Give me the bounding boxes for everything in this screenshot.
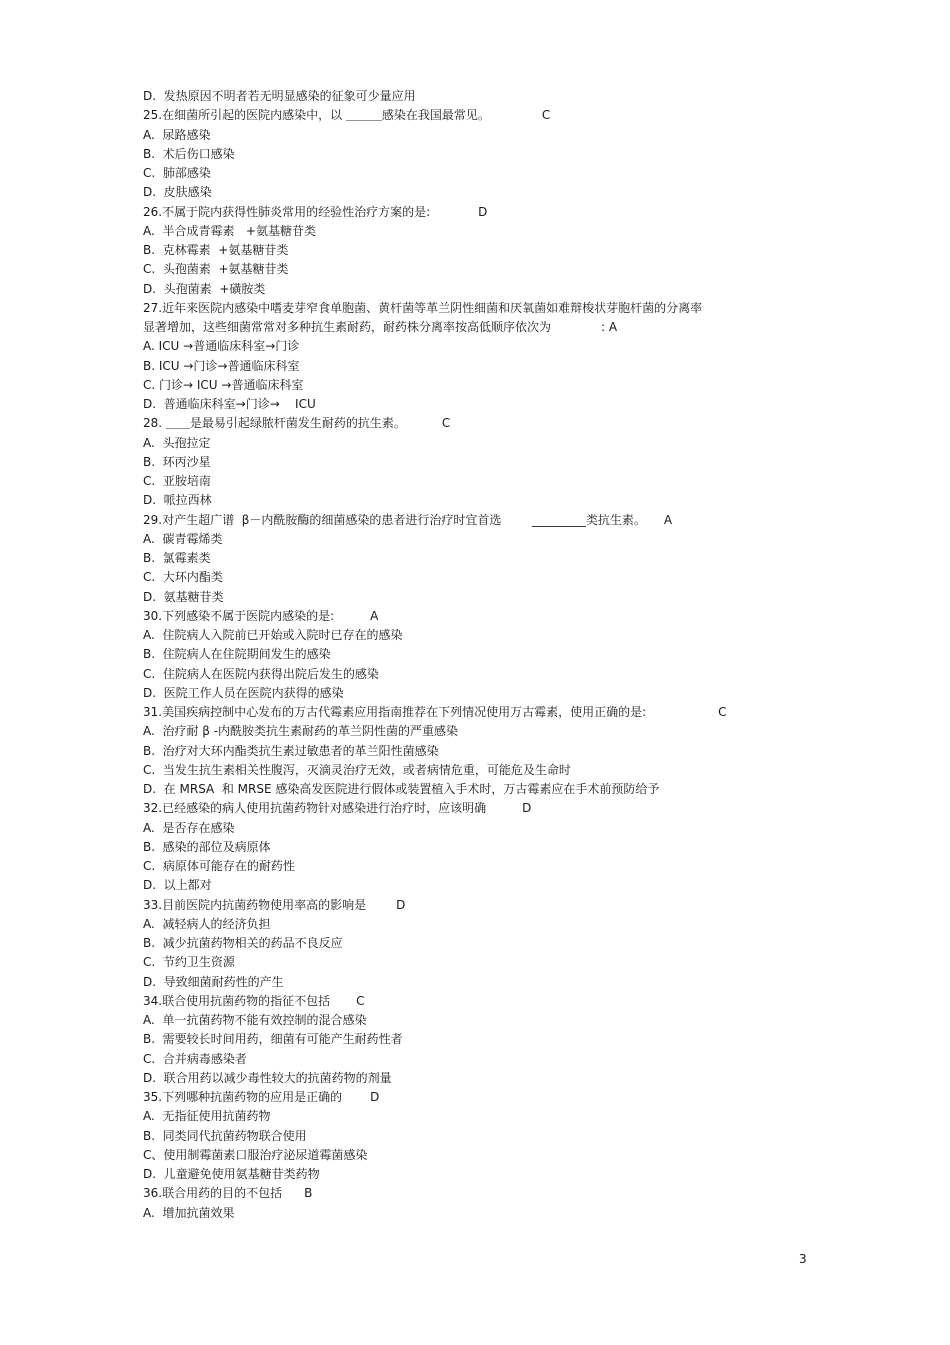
option-line [143, 934, 823, 953]
document-body [143, 87, 823, 1223]
line-text: D. 在 MRSA 和 MRSE 感染高发医院进行假体或装置植入手术时，万古霉素应在手术前预防给予 [143, 782, 660, 796]
option-line [143, 1030, 823, 1049]
option-line [143, 953, 823, 972]
answer-key: D [396, 897, 406, 912]
question-line [143, 106, 823, 125]
line-text: 显著增加，这些细菌常常对多种抗生素耐药，耐药株分离率按高低顺序依次为 [143, 320, 552, 334]
option-line [143, 742, 823, 761]
option-line [143, 395, 823, 414]
option-line [143, 337, 823, 356]
line-text: A. 是否存在感染 [143, 820, 235, 835]
option-line [143, 819, 823, 838]
option-line [143, 1165, 823, 1184]
option-line [143, 434, 823, 453]
option-line [143, 915, 823, 934]
question-line [143, 1088, 823, 1107]
option-line [143, 472, 823, 491]
line-text: B. 减少抗菌药物相关的药品不良反应 [143, 936, 343, 950]
option-line [143, 1127, 823, 1146]
line-text: D. 氨基糖苷类 [143, 589, 224, 604]
line-text: D. 导致细菌耐药性的产生 [143, 974, 284, 989]
line-text: B. 术后伤口感染 [143, 146, 235, 161]
option-line [143, 549, 823, 568]
line-text: D. 哌拉西林 [143, 493, 212, 508]
option-line [143, 568, 823, 587]
answer-key: A [370, 608, 379, 623]
option-line [143, 241, 823, 260]
option-line [143, 222, 823, 241]
line-text: B. 氯霉素类 [143, 551, 211, 565]
option-line [143, 876, 823, 895]
line-text: D. 儿童避免使用氨基糖苷类药物 [143, 1167, 320, 1181]
option-line [143, 645, 823, 664]
line-text: D. 皮肤感染 [143, 185, 212, 200]
answer-key: A [663, 512, 673, 527]
option-line [143, 491, 823, 510]
line-text: 27.近年来医院内感染中嗜麦芽窄食单胞菌、黄杆菌等革兰阴性细菌和厌氧菌如难辩梭状芽胞杆菌的分离率 [143, 300, 703, 315]
option-line [143, 183, 823, 202]
line-text: A. 增加抗菌效果 [143, 1205, 235, 1220]
line-text: C. 节约卫生资源 [143, 955, 235, 970]
option-line [143, 280, 823, 299]
answer-key: D [478, 204, 488, 219]
line-text: A. 碳青霉烯类 [143, 531, 223, 546]
option-line [143, 1146, 823, 1165]
line-text: 31.美国疾病控制中心发布的万古代霉素应用指南推荐在下列情况使用万古霉素，使用正确的是: [143, 705, 647, 719]
option-line [143, 780, 823, 799]
question-line [143, 896, 823, 915]
line-text: D. 联合用药以减少毒性较大的抗菌药物的剂量 [143, 1070, 392, 1085]
line-text: A. 减轻病人的经济负担 [143, 916, 271, 931]
line-text: 36.联合用药的目的不包括 [143, 1186, 283, 1201]
answer-key: B [304, 1186, 313, 1201]
question-line [143, 992, 823, 1011]
option-line [143, 145, 823, 164]
line-text: C. 头孢菌素 +氨基糖苷类 [143, 262, 289, 277]
question-line [143, 703, 823, 722]
option-line [143, 1011, 823, 1030]
line-text: B. ICU →门诊→普通临床科室 [143, 358, 300, 373]
line-text: B. 同类同代抗菌药物联合使用 [143, 1128, 307, 1143]
line-text: C. 住院病人在医院内获得出院后发生的感染 [143, 666, 379, 681]
line-text: B. 感染的部位及病原体 [143, 839, 271, 854]
line-text: C、使用制霉菌素口服治疗泌尿道霉菌感染 [143, 1147, 368, 1162]
line-text: C. 大环内酯类 [143, 570, 223, 585]
line-text: D. 以上都对 [143, 878, 212, 893]
option-line [143, 357, 823, 376]
question-line [143, 1184, 823, 1203]
option-line [143, 588, 823, 607]
line-text: A. 半合成青霉素 +氨基糖苷类 [143, 223, 316, 238]
question-line [143, 799, 823, 818]
question-line [143, 607, 823, 626]
line-text: C. 病原体可能存在的耐药性 [143, 859, 295, 873]
line-text: 30.下列感染不属于医院内感染的是: [143, 608, 335, 623]
option-line [143, 164, 823, 183]
option-line [143, 973, 823, 992]
line-text: A. 住院病人入院前已开始或入院时已存在的感染 [143, 628, 403, 642]
option-line [143, 453, 823, 472]
option-line [143, 722, 823, 741]
answer-key: C [356, 993, 365, 1008]
option-line [143, 260, 823, 279]
option-line [143, 684, 823, 703]
question-line [143, 318, 823, 337]
line-text: 28. ＿＿是最易引起绿脓杆菌发生耐药的抗生素。 [143, 416, 406, 431]
line-text: A. 无指征使用抗菌药物 [143, 1109, 271, 1124]
line-text: A. 尿路感染 [143, 127, 211, 142]
line-text: A. 单一抗菌药物不能有效控制的混合感染 [143, 1013, 367, 1027]
question-line [143, 414, 823, 433]
line-text: 25.在细菌所引起的医院内感染中，以 ＿＿＿感染在我国最常见。 [143, 108, 490, 123]
option-line [143, 665, 823, 684]
line-text: A. 头孢拉定 [143, 435, 211, 450]
option-line [143, 299, 823, 318]
line-text: B. 环丙沙星 [143, 454, 211, 469]
option-line [143, 1050, 823, 1069]
answer-key: C [441, 416, 451, 431]
line-text: A. 治疗耐 β -内酰胺类抗生素耐药的革兰阴性菌的严重感染 [143, 724, 459, 739]
line-text: D. 医院工作人员在医院内获得的感染 [143, 685, 344, 700]
option-line [143, 761, 823, 780]
page-number: 3 [799, 1252, 807, 1266]
line-text: 34.联合使用抗菌药物的指征不包括 [143, 993, 331, 1008]
answer-key: D [522, 801, 532, 816]
line-text: C. 门诊→ ICU →普通临床科室 [143, 377, 304, 392]
line-text: C. 当发生抗生素相关性腹泻，灭滴灵治疗无效，或者病情危重，可能危及生命时 [143, 762, 571, 777]
option-line [143, 626, 823, 645]
answer-key: D [370, 1090, 380, 1104]
option-line [143, 1069, 823, 1088]
line-text: 33.目前医院内抗菌药物使用率高的影响是 [143, 897, 367, 912]
option-line [143, 857, 823, 876]
option-line [143, 530, 823, 549]
line-text: 32.已经感染的病人使用抗菌药物针对感染进行治疗时，应该明确 [143, 801, 487, 816]
answer-key: C [718, 705, 727, 719]
line-text: C. 亚胺培南 [143, 474, 211, 488]
line-text: B. 克林霉素 +氨基糖苷类 [143, 243, 289, 257]
line-text: 35.下列哪种抗菌药物的应用是正确的 [143, 1090, 343, 1104]
option-line [143, 87, 823, 106]
answer-key: : A [601, 320, 618, 334]
line-text: B. 需要较长时间用药，细菌有可能产生耐药性者 [143, 1032, 403, 1047]
line-text: D. 头孢菌素 +磺胺类 [143, 281, 266, 296]
line-text: D. 发热原因不明者若无明显感染的征象可少量应用 [143, 89, 416, 103]
answer-key: C [541, 108, 551, 123]
option-line [143, 126, 823, 145]
option-line [143, 838, 823, 857]
line-text: 29.对产生超广谱 β－内酰胺酶的细菌感染的患者进行治疗时宜首选 _________类抗生素。 [143, 512, 646, 527]
question-line [143, 203, 823, 222]
option-line [143, 1107, 823, 1126]
option-line [143, 376, 823, 395]
line-text: C. 肺部感染 [143, 166, 211, 180]
line-text: D. 普通临床科室→门诊→ ICU [143, 397, 316, 411]
line-text: 26.不属于院内获得性肺炎常用的经验性治疗方案的是: [143, 204, 431, 219]
option-line [143, 1204, 823, 1223]
question-line [143, 511, 823, 530]
line-text: B. 住院病人在住院期间发生的感染 [143, 647, 331, 662]
line-text: B. 治疗对大环内酯类抗生素过敏患者的革兰阳性菌感染 [143, 743, 439, 758]
line-text: C. 合并病毒感染者 [143, 1051, 247, 1066]
line-text: A. ICU →普通临床科室→门诊 [143, 339, 300, 354]
